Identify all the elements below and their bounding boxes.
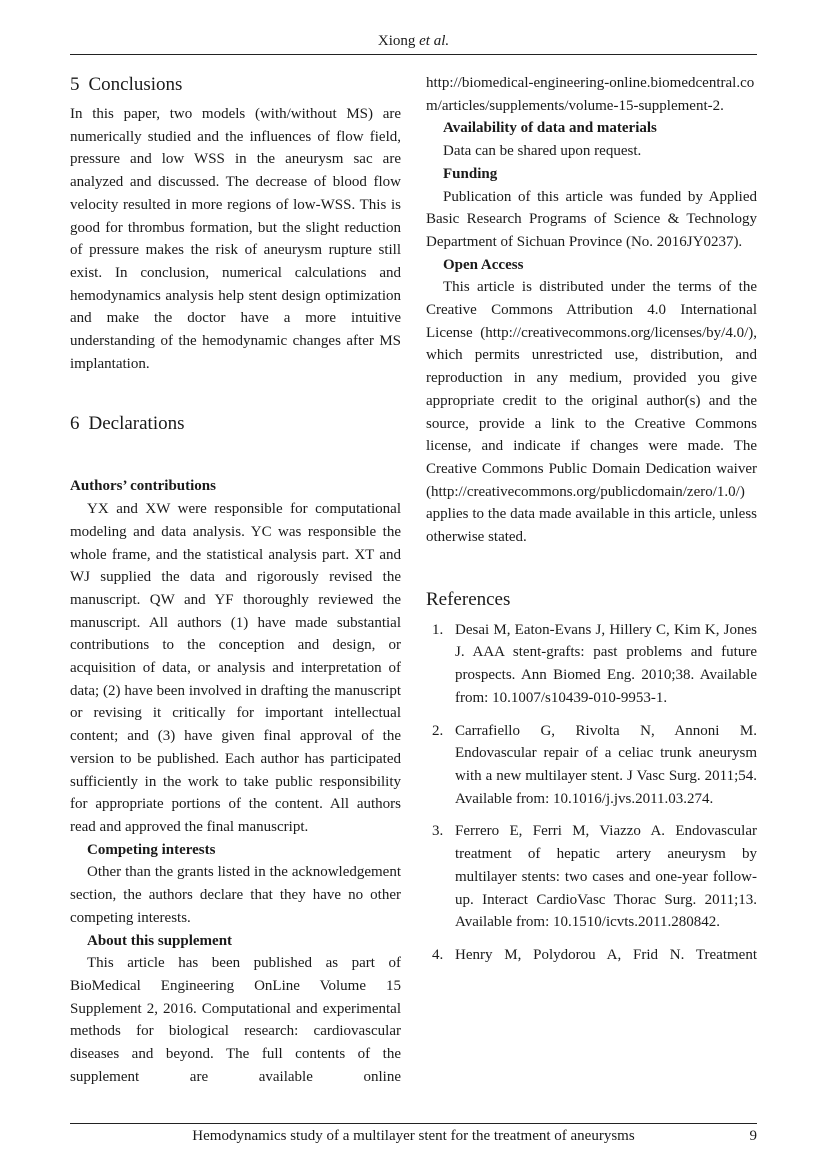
section-number: 6 xyxy=(70,413,80,435)
left-column xyxy=(70,72,401,1088)
about-supplement-heading: About this supplement xyxy=(87,932,233,949)
competing-interests-heading: Competing interests xyxy=(87,841,216,858)
header-rule xyxy=(70,54,757,55)
about-supplement-paragraph: This article has been published as part of BioMedical Engineering OnLine Volume 15 Supplement 2, 2016. Computational and experimental methods for biological research: cardiovascular diseases and beyond. The full contents of the supplement are available online xyxy=(70,955,401,1085)
open-access-paragraph xyxy=(426,276,757,548)
references-heading: References xyxy=(426,588,511,610)
right-column xyxy=(426,72,757,977)
funding-paragraph: Publication of this article was funded by Applied Basic Research Programs of Science & Technology Department of Sichuan Province (No. 2016JY0237). xyxy=(426,188,757,250)
reference-text: Desai M, Eaton-Evans J, Hillery C, Kim K, Jones J. AAA stent-grafts: past problems and future prospects. Ann Biomed Eng. 2010;38. Available from: 10.1007/s10439-010-9953-1. xyxy=(455,621,757,706)
open-access-text-3: applies to the data made available in this article, unless otherwise stated. xyxy=(426,506,757,546)
running-head xyxy=(70,33,757,50)
section-title: Declarations xyxy=(88,413,185,435)
reference-item xyxy=(426,820,757,934)
reference-number: 2. xyxy=(432,722,444,739)
section-title: Conclusions xyxy=(88,74,183,95)
section-number: 5 xyxy=(70,74,80,95)
reference-item xyxy=(426,720,757,811)
reference-text: Carrafiello G, Rivolta N, Annoni M. Endovascular repair of a celiac trunk aneurysm with a new multilayer stent. J Vasc Surg. 2011;54. Available from: 10.1016/j.jvs.2011.03.274. xyxy=(455,722,757,807)
footer-title: Hemodynamics study of a multilayer stent for the treatment of aneurysms xyxy=(192,1128,635,1144)
cc-by-license-link[interactable]: (http://creativecommons.org/licenses/by/4.0/), xyxy=(480,324,757,341)
availability-paragraph: Data can be shared upon request. xyxy=(443,143,642,160)
funding-heading: Funding xyxy=(443,165,498,182)
footer-rule xyxy=(70,1123,757,1124)
supplement-link[interactable]: http://biomedical-engineering-online.biomedcentral.com/articles/supplements/volume-15-supplement-2. xyxy=(426,75,755,114)
section-conclusions-heading xyxy=(70,72,401,98)
open-access-text-1: This article is distributed under the terms of the Creative Commons Attribution 4.0 International License xyxy=(426,279,757,341)
availability-heading: Availability of data and materials xyxy=(443,120,657,137)
authors-contributions-heading: Authors’ contributions xyxy=(70,478,216,495)
open-access-heading: Open Access xyxy=(443,256,524,273)
competing-interests-paragraph: Other than the grants listed in the acknowledgement section, the authors declare that they have no other competing interests. xyxy=(70,864,401,926)
header-author: Xiong xyxy=(377,33,416,49)
reference-number: 1. xyxy=(432,621,444,638)
conclusions-paragraph: In this paper, two models (with/without MS) are numerically studied and the influences of flow field, pressure and low WSS in the aneurysm sac are analyzed and discussed. The decrease of blood flow velocity resulted in more regions of low-WSS. This is good for thrombus formation, but the slight reduction of pressure makes the risk of aneurysm rupture still exist. In conclusion, numerical calculations and hemodynamics analysis help stent design optimization and make the doctor have a more intuitive understanding of the hemodynamic changes after MS implantation. xyxy=(70,106,401,372)
section-declarations-heading xyxy=(70,411,401,437)
authors-contributions-paragraph: YX and XW were responsible for computational modeling and data analysis. YC was responsible the whole frame, and the statistical analysis part. XT and WJ supplied the data and rigorously revised the manuscript. QW and YF thoroughly reviewed the manuscript. All authors (1) have made substantial contributions to the conception and design, or acquisition of data, or analysis and interpretation of data; (2) have been involved in drafting the manuscript or revising it critically for important intellectual content; and (3) have given final approval of the version to be published. Each author has participated sufficiently in the work to take public responsibility for appropriate portions of the content. All authors read and approved the final manuscript. xyxy=(70,501,401,835)
references-list xyxy=(426,619,757,967)
header-etal: et al. xyxy=(419,33,450,49)
supplement-url-continued xyxy=(426,72,757,117)
page-number: 9 xyxy=(749,1128,757,1144)
reference-text: Ferrero E, Ferri M, Viazzo A. Endovascular treatment of hepatic artery aneurysm by multilayer stents: two cases and one-year follow-up. Interact CardioVasc Thorac Surg. 2011;13. Available from: 10.1510/icvts.2011.280842. xyxy=(455,823,757,931)
reference-text: Henry M, Polydorou A, Frid N. Treatment xyxy=(455,946,757,963)
reference-item xyxy=(426,944,757,967)
reference-number: 4. xyxy=(432,946,444,963)
reference-number: 3. xyxy=(432,823,444,840)
cc-zero-waiver-link[interactable]: (http://creativecommons.org/publicdomain/zero/1.0/) xyxy=(426,483,745,500)
open-access-text-2: which permits unrestricted use, distribution, and reproduction in any medium, provided you give appropriate credit to the original author(s) and the source, provide a link to the Creative Commons license, and indicate if changes were made. The Creative Commons Public Domain Dedication waiver xyxy=(426,347,757,477)
reference-item xyxy=(426,619,757,710)
